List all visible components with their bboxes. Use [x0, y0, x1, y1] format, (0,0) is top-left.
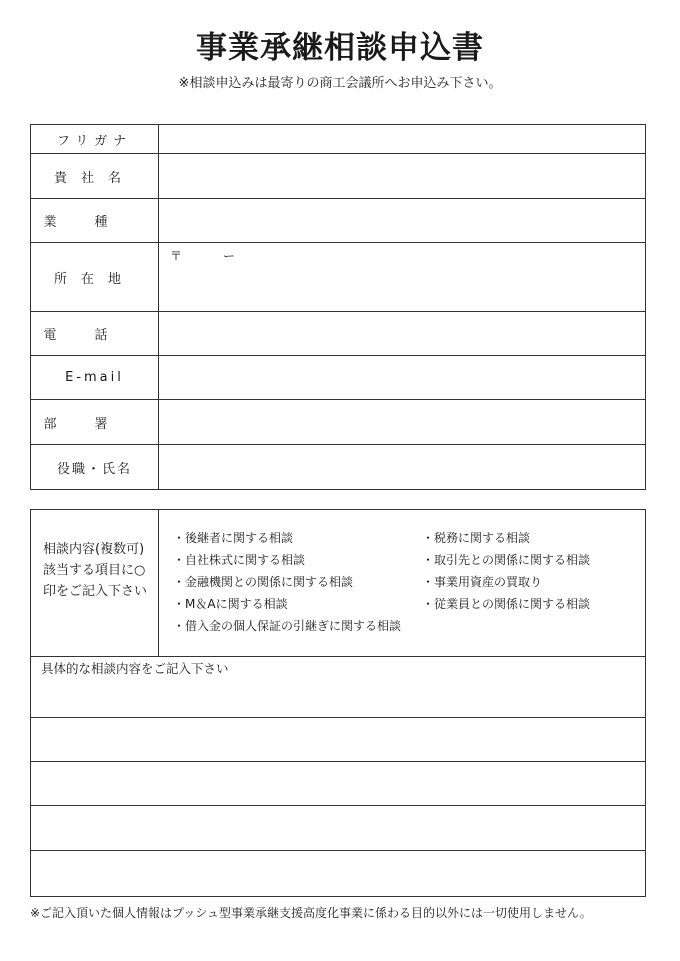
- writing-line: [31, 761, 645, 762]
- consultation-option[interactable]: ・従業員との関係に関する相談: [422, 597, 591, 611]
- writing-line: [31, 717, 645, 718]
- postal-dash: ー: [223, 249, 236, 263]
- writing-line: [31, 850, 645, 851]
- consultation-option[interactable]: ・借入金の個人保証の引継ぎに関する相談: [173, 619, 402, 633]
- furigana-label: フリガナ: [31, 125, 159, 154]
- industry-field[interactable]: [159, 199, 646, 243]
- department-field[interactable]: [159, 400, 646, 445]
- position-name-label: 役職・氏名: [31, 445, 159, 490]
- application-notice: ※相談申込みは最寄りの商工会議所へお申込み下さい。: [178, 76, 502, 91]
- consultation-options: [173, 527, 633, 652]
- postal-mark: 〒: [170, 249, 183, 263]
- email-label: E-mail: [31, 356, 159, 400]
- phone-field[interactable]: [159, 312, 646, 356]
- department-label: 部署: [31, 400, 159, 445]
- company-name-label: 貴社名: [31, 154, 159, 199]
- divider: [31, 656, 645, 657]
- consultation-options-right: [422, 527, 590, 615]
- consultation-option[interactable]: ・M＆Aに関する相談: [173, 597, 288, 611]
- address-label: 所在地: [31, 243, 159, 312]
- consultation-option[interactable]: ・後継者に関する相談: [173, 531, 294, 545]
- company-name-field[interactable]: [159, 154, 646, 199]
- consultation-option[interactable]: ・税務に関する相談: [422, 531, 531, 545]
- privacy-footer: ※ご記入頂いた個人情報はプッシュ型事業承継支援高度化事業に係わる目的以外には一切使用しません。: [30, 906, 592, 920]
- furigana-field[interactable]: [159, 125, 646, 154]
- consultation-option[interactable]: ・取引先との関係に関する相談: [422, 553, 591, 567]
- detail-label: 具体的な相談内容をご記入下さい: [41, 661, 229, 676]
- consultation-option[interactable]: ・自社株式に関する相談: [173, 553, 306, 567]
- industry-label: 業種: [31, 199, 159, 243]
- email-field[interactable]: [159, 356, 646, 400]
- consultation-box: [30, 509, 646, 897]
- form-title: 事業承継相談申込書: [196, 30, 484, 66]
- applicant-info-table: [30, 124, 646, 490]
- address-field[interactable]: [159, 243, 646, 312]
- consultation-options-left: [173, 527, 401, 637]
- consultation-label: 相談内容(複数可)該当する項目に○印をご記入下さい: [31, 510, 159, 656]
- consultation-option[interactable]: ・金融機関との関係に関する相談: [173, 575, 354, 589]
- position-name-field[interactable]: [159, 445, 646, 490]
- writing-line: [31, 805, 645, 806]
- phone-label: 電話: [31, 312, 159, 356]
- consultation-option[interactable]: ・事業用資産の買取り: [422, 575, 543, 589]
